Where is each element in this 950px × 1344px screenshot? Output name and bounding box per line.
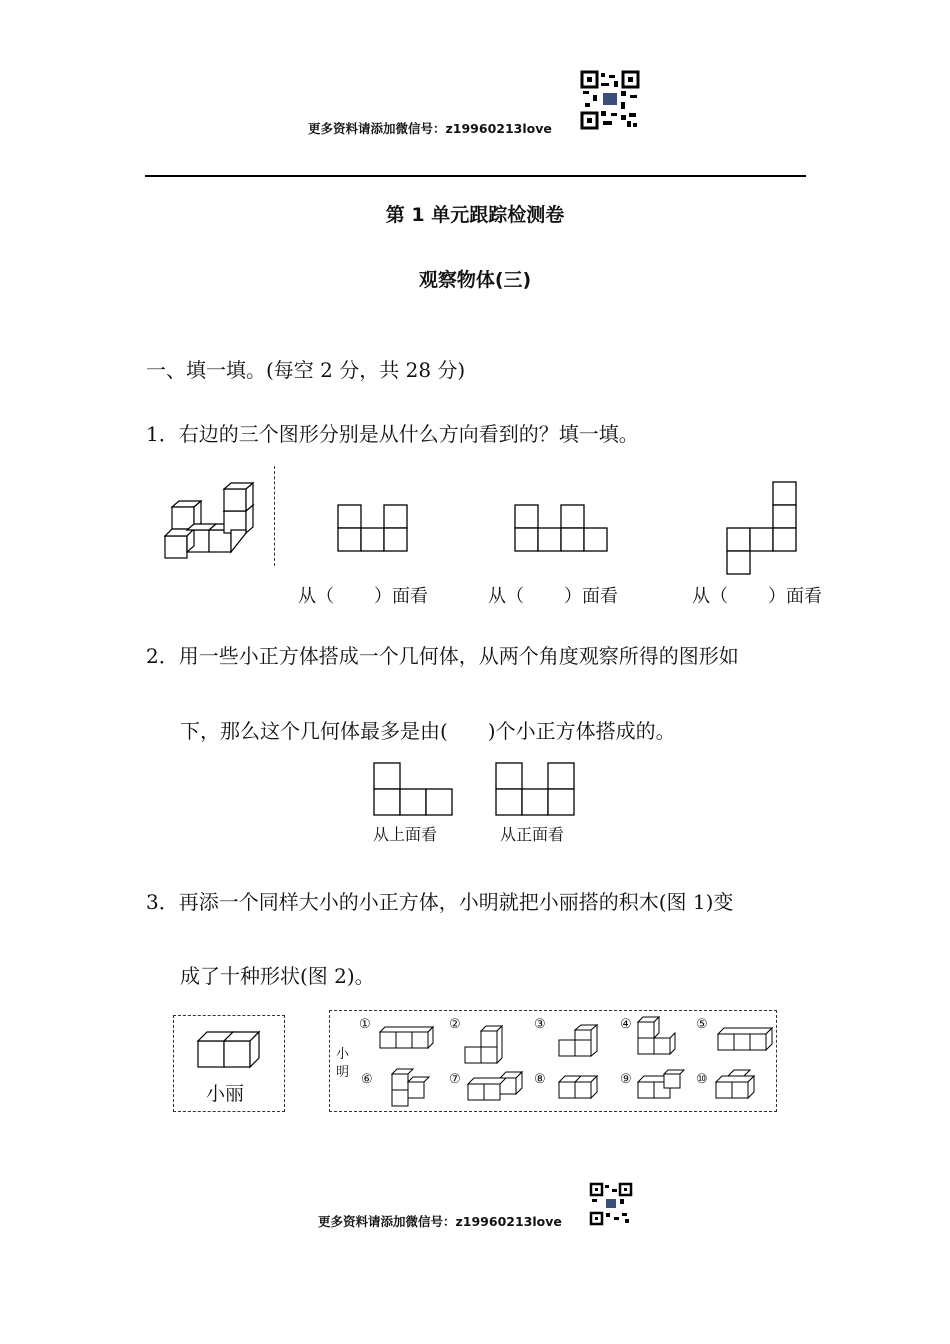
qr-code-icon	[581, 71, 639, 129]
header-note: 更多资料请添加微信号：z19960213love	[308, 121, 552, 136]
question-2-line-2: 下，那么这个几何体最多是由( )个小正方体搭成的。	[180, 719, 676, 743]
shape-number-5: ⑤	[696, 1017, 708, 1032]
shape-number-7: ⑦	[449, 1072, 461, 1087]
q3-shape-10	[714, 1068, 762, 1104]
q1-blank-2-prefix: 从（	[488, 586, 524, 607]
q3-figure-2-side-label-1: 小	[336, 1047, 350, 1062]
q3-shape-5	[716, 1026, 776, 1054]
question-1-text: 1．右边的三个图形分别是从什么方向看到的？填一填。	[146, 422, 639, 446]
q1-blank-3[interactable]	[692, 582, 822, 608]
q1-blank-2-suffix: ）面看	[564, 586, 618, 607]
q3-shape-1	[378, 1024, 434, 1052]
q2-top-view	[373, 762, 455, 817]
shape-number-6: ⑥	[361, 1072, 373, 1087]
q1-view-1	[337, 504, 409, 554]
q1-3d-cubes-figure	[162, 485, 262, 565]
footer-note: 更多资料请添加微信号：z19960213love	[318, 1214, 562, 1229]
q3-figure-2-side-label-2: 明	[336, 1065, 350, 1080]
shape-number-8: ⑧	[534, 1072, 546, 1087]
qr-code-icon-footer	[590, 1183, 632, 1225]
q1-blank-2[interactable]	[488, 582, 618, 608]
q1-blank-3-suffix: ）面看	[768, 586, 822, 607]
q3-shape-2	[463, 1025, 503, 1067]
header-rule	[145, 175, 806, 177]
q3-shape-9	[636, 1068, 686, 1104]
page-subtitle: 观察物体(三)	[418, 269, 532, 291]
q2-caption-front: 从正面看	[500, 825, 565, 844]
section-heading: 一、填一填。(每空 2 分，共 28 分)	[146, 358, 466, 382]
shape-number-10: ⑩	[696, 1072, 708, 1087]
q1-blank-3-prefix: 从（	[692, 586, 728, 607]
q2-front-view	[495, 762, 577, 817]
q3-figure-1-cubes	[196, 1027, 266, 1072]
q1-blank-1[interactable]	[298, 582, 428, 608]
page-title: 第 1 单元跟踪检测卷	[385, 204, 565, 226]
q1-view-2	[514, 504, 609, 554]
question-3-line-1: 3．再添一个同样大小的小正方体，小明就把小丽搭的积木(图 1)变	[146, 890, 734, 914]
q3-shape-4	[636, 1016, 676, 1058]
q3-figure-1-label: 小丽	[206, 1083, 245, 1105]
question-3-line-2: 成了十种形状(图 2)。	[180, 964, 375, 988]
q1-blank-1-suffix: ）面看	[374, 586, 428, 607]
shape-number-1: ①	[359, 1017, 371, 1032]
q3-shape-8	[557, 1070, 603, 1104]
q1-divider	[274, 466, 275, 566]
q1-blank-1-prefix: 从（	[298, 586, 334, 607]
question-2-line-1: 2．用一些小正方体搭成一个几何体，从两个角度观察所得的图形如	[146, 644, 739, 668]
q1-view-3	[725, 481, 800, 576]
q3-shape-7	[466, 1070, 526, 1104]
shape-number-3: ③	[534, 1017, 546, 1032]
shape-number-4: ④	[620, 1017, 632, 1032]
q2-caption-top: 从上面看	[373, 825, 438, 844]
shape-number-9: ⑨	[620, 1072, 632, 1087]
q3-shape-6	[388, 1068, 430, 1110]
q3-shape-3	[557, 1024, 603, 1060]
shape-number-2: ②	[449, 1017, 461, 1032]
